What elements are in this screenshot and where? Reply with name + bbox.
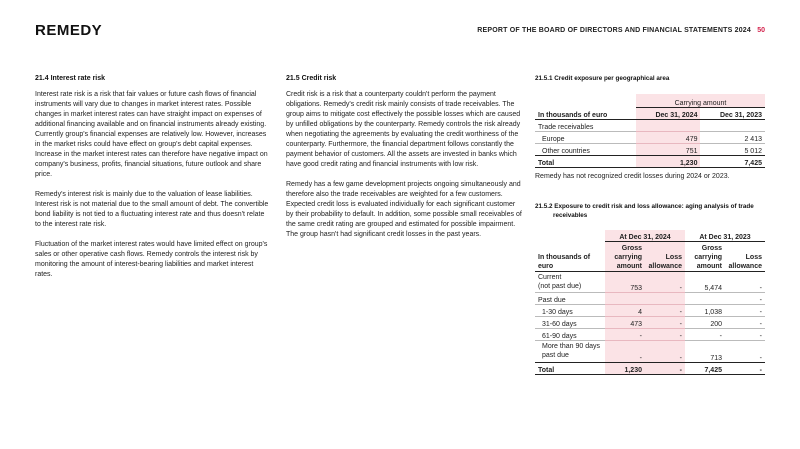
table-cell: 5,474 [685,272,725,293]
row-label: Europe [535,131,636,143]
column-header [645,242,685,272]
table-cell: 751 [636,143,701,155]
column-header: Dec 31, 2024 [636,107,701,119]
table-cell: - [759,355,762,362]
table-cell: 1,038 [685,305,725,317]
column-header-line: carrying [614,254,642,261]
table-cell: 200 [685,317,725,329]
paragraph: Remedy's interest risk is mainly due to the valuation of lease liabilities. Interest risk is not material due to the small amount of debt. The convertible bond liability is not tied to a fluctuating interest rate and thus doesn't relate to the interest rate risk. [35,191,269,228]
row-label-line: past due [542,352,569,359]
table-cell [645,293,685,305]
table-title: 21.5.1 Credit exposure per geographical area [535,75,670,82]
total-label: Total [535,363,605,375]
row-label: 31-60 days [535,317,605,329]
row-label: Past due [535,293,605,305]
interest-rate-risk-section [35,74,271,290]
column-header: Dec 31, 2023 [700,107,765,119]
table-cell: - [725,329,765,341]
column-header-line: allowance [728,263,762,270]
row-label: Trade receivables [535,119,636,131]
table-cell: 4 [605,305,645,317]
row-label-line: (not past due) [538,283,582,290]
row-label-line: Current [538,274,562,281]
table-cell: 473 [605,317,645,329]
table-cell: - [645,272,685,293]
paragraph: Remedy has a few game development projects ongoing simultaneously and therefore also the trade receivables are weighted for a few customers. Expected credit loss is evaluated individually for each significant customer by their probability to default. In addition, some possible small receivables of the same credit rating are grouped and estimated for possible impairment. The group hasn't had significant credit losses in the past years. [286,181,522,238]
column-header [605,242,645,272]
table-cell: - [645,341,685,363]
row-label: Other countries [542,147,590,155]
total-cell: 1,230 [605,363,645,375]
table-cell: - [605,341,645,363]
page-number: 50 [757,27,765,34]
column-header-line: amount [616,263,642,270]
table-cell [605,293,645,305]
table-cell: - [725,272,765,293]
column-header [685,242,725,272]
report-title: REPORT OF THE BOARD OF DIRECTORS AND FINANCIAL STATEMENTS 2024 [477,27,751,34]
table-note: Remedy has not recognized credit losses during 2024 or 2023. [535,172,730,180]
row-label: 61-90 days [535,329,605,341]
paragraph: Fluctuation of the market interest rates would have limited effect on group's sales or other operative cash flows. Remedy controls the interest risk by monitoring the amount of interest-bearing liabilities and market interest rates. [35,241,268,278]
column-header [725,242,765,272]
section-heading: 21.4 Interest rate risk [35,75,106,82]
table-cell: - [725,293,765,305]
table-title [535,202,765,220]
column-header-line: allowance [648,263,682,270]
column-header-line: amount [696,263,722,270]
page-header [35,22,765,40]
row-label [535,341,605,363]
total-cell: 1,230 [636,155,701,167]
brand-logo: REMEDY [35,22,103,39]
table-cell: 753 [605,272,645,293]
table-cell: 2 413 [700,131,765,143]
credit-exposure-table [535,94,765,168]
column-header-line: In thousands of [538,254,591,261]
table-cell [685,293,725,305]
table-cell: 713 [710,355,722,362]
table-cell: 5 012 [744,147,762,155]
paragraph: Credit risk is a risk that a counterparty couldn't perform the payment obligations. Remedy's credit risk mainly consists of trade receivables. The group aims to mitigate cost effectively the possible losses which are caused by unfilled obligations by the counterparty. Remedy controls the risk already when negotiating the agreements by evaluating the credit worthiness of the counterparty. Furthermore, the financial department follows constantly the payment behavior of customers. All the assets are invested in banks which have good credit rating and financial instruments with low risk. [286,91,521,168]
table-cell: - [685,329,725,341]
column-header-line: Gross [621,245,642,252]
total-label: Total [535,155,636,167]
column-header-line: euro [538,263,554,270]
row-label-line: More than 90 days [542,343,600,350]
table-cell: - [605,329,645,341]
paragraph: Interest rate risk is a risk that fair values or future cash flows of financial instruments will vary due to changes in market interest rates. Possible changes in market interest rates can have straight impact on expenses of additional financing available and on financial instruments already existing. Currently group's financial expenses are relatively low. However, increases in the market risks could have effect on group's debt capital expenses. Increase in the market interest rates can therefore have negative impact on company's business, profits, financial situations, future outlook and share price. [35,91,268,178]
table-cell: - [645,317,685,329]
column-header [535,242,605,272]
column-header-line: Loss [665,254,682,261]
section-heading: 21.5 Credit risk [286,75,337,82]
table-cell: - [645,329,685,341]
total-cell: - [645,363,685,375]
column-header-line: Gross [701,245,722,252]
table-cell: - [725,305,765,317]
row-label [535,272,605,293]
column-group-header: Carrying amount [636,94,765,107]
total-cell: - [725,363,765,375]
table-title-line: 21.5.2 Exposure to credit risk and loss allowance: aging analysis of trade [535,202,754,210]
column-header: In thousands of euro [535,107,636,119]
column-header-line: carrying [694,254,722,261]
column-header-line: Loss [745,254,762,261]
table-title-line: receivables [553,211,588,219]
table-cell: - [645,305,685,317]
total-cell: 7,425 [685,363,725,375]
tables-column [535,74,765,375]
column-group-header: At Dec 31, 2024 [605,230,685,242]
table-cell: 479 [636,131,701,143]
row-label: 1-30 days [535,305,605,317]
credit-risk-section [286,74,522,250]
total-cell: 7,425 [700,155,765,167]
table-cell: - [725,317,765,329]
column-group-header: At Dec 31, 2023 [685,230,765,242]
aging-analysis-table [535,230,765,376]
